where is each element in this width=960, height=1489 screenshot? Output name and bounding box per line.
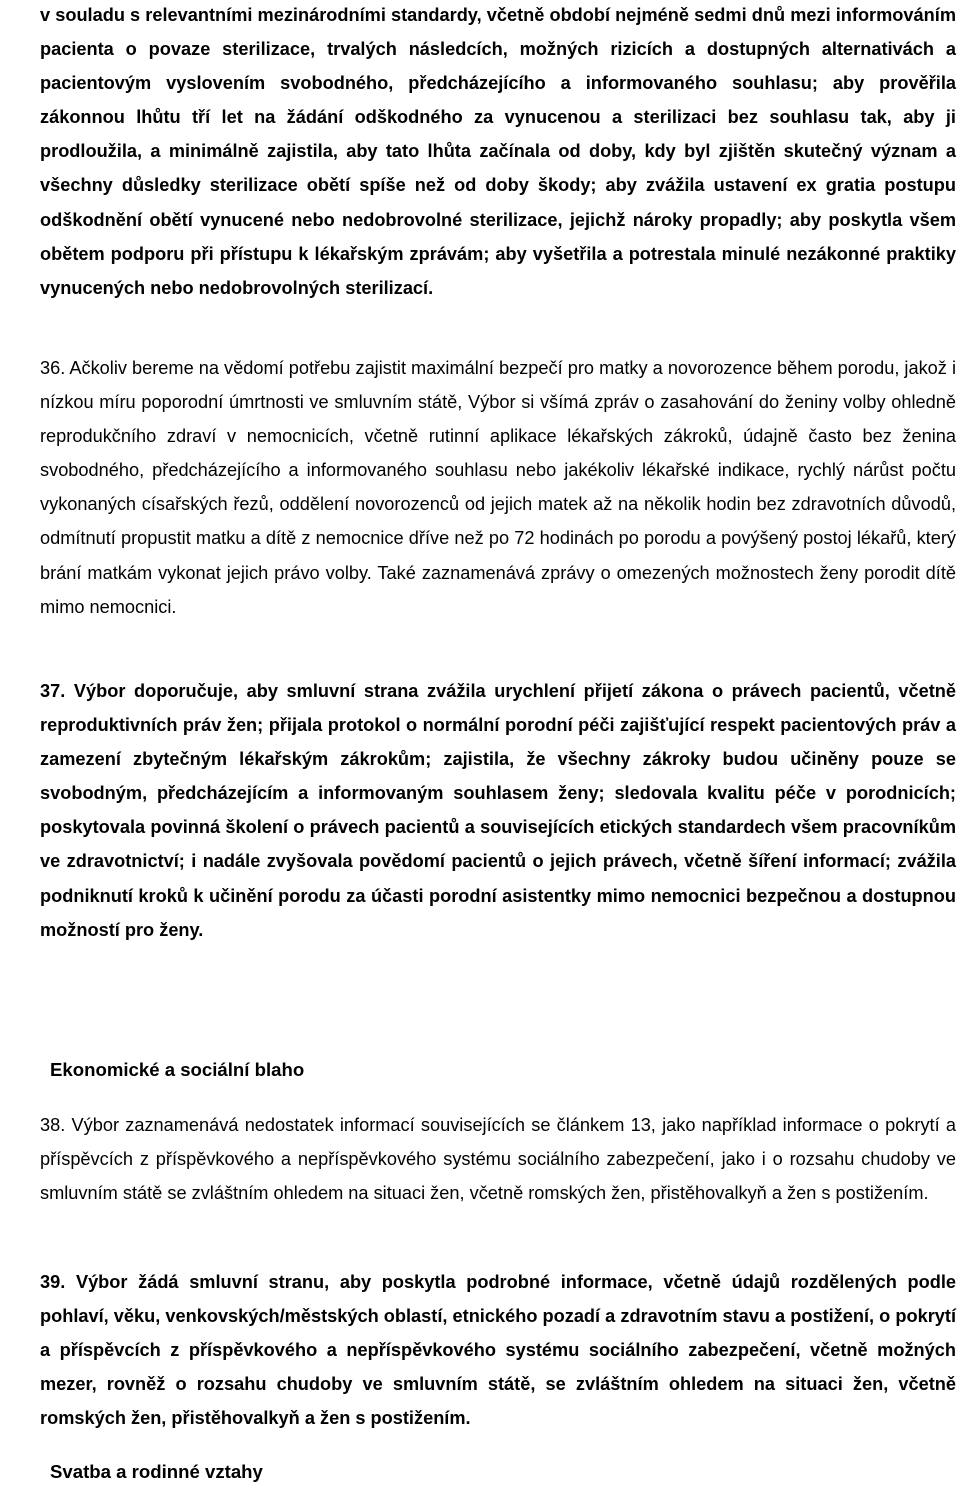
paragraph-number: 39. xyxy=(40,1272,66,1292)
paragraph-36 xyxy=(40,351,956,624)
paragraph-38 xyxy=(40,1108,956,1210)
section-heading-marriage-family: Svatba a rodinné vztahy xyxy=(50,1461,263,1482)
paragraph-number: 37. xyxy=(40,681,66,701)
paragraph-37 xyxy=(40,674,956,947)
paragraph-text: Ačkoliv bereme na vědomí potřebu zajistit maximální bezpečí pro matky a novorozence během porodu, jakož i nízkou míru poporodní úmrtnosti ve smluvním státě, Výbor si všímá zpráv o zasahování do ženiny volby ohledně reprodukčního zdraví v nemocnicích, včetně rutinní aplikace lékařských zákroků, údajně často bez ženina svobodného, předcházejícího a informovaného souhlasu nebo jakékoliv lékařské indikace, rychlý nárůst počtu vykonaných císařských řezů, oddělení novorozenců od jejich matek až na několik hodin bez zdravotních důvodů, odmítnutí propustit matku a dítě z nemocnice dříve než po 72 hodinách po porodu a povýšený postoj lékařů, který brání matkám vykonat jejich právo volby. Také zaznamenává zprávy o omezených možnostech ženy porodit dítě mimo nemocnici. xyxy=(40,358,956,617)
section-heading-economic-social: Ekonomické a sociální blaho xyxy=(50,1059,305,1080)
paragraph-text: Výbor zaznamenává nedostatek informací souvisejících se článkem 13, jako například informace o pokrytí a příspěvcích z příspěvkového a nepříspěvkového systému sociálního zabezpečení, jako i o rozsahu chudoby ve smluvním státě se zvláštním ohledem na situaci žen, včetně romských žen, přistěhovalkyň a žen s postižením. xyxy=(40,1115,956,1204)
paragraph-text: Výbor doporučuje, aby smluvní strana zvážila urychlení přijetí zákona o právech pacientů, včetně reproduktivních práv žen; přijala protokol o normální porodní péči zajišťující respekt pacientových práv a zamezení zbytečným lékařským zákrokům; zajistila, že všechny zákroky budou učiněny pouze se svobodným, předcházejícím a informovaným souhlasem ženy; sledovala kvalitu péče v porodnicích; poskytovala povinná školení o právech pacientů a souvisejících etických standardech všem pracovníkům ve zdravotnictví; i nadále zvyšovala povědomí pacientů o jejich právech, včetně šíření informací; zvážila podniknutí kroků k učinění porodu za účasti porodní asistentky mimo nemocnici bezpečnou a dostupnou možností pro ženy. xyxy=(40,681,956,940)
paragraph-number: 38. xyxy=(40,1115,66,1135)
paragraph-number: 36. xyxy=(40,358,66,378)
paragraph-text: Výbor žádá smluvní stranu, aby poskytla podrobné informace, včetně údajů rozdělených podle pohlaví, věku, venkovských/městských oblastí, etnického pozadí a zdravotním stavu a postižení, o pokrytí a příspěvcích z příspěvkového a nepříspěvkového systému sociálního zabezpečení, včetně možných mezer, rovněž o rozsahu chudoby ve smluvním státě, se zvláštním ohledem na situaci žen, včetně romských žen, přistěhovalkyň a žen s postižením. xyxy=(40,1272,956,1429)
paragraph-39 xyxy=(40,1265,956,1435)
paragraph-continuation: v souladu s relevantními mezinárodními standardy, včetně období nejméně sedmi dnů mezi informováním pacienta o povaze sterilizace, trvalých následcích, možných rizicích a dostupných alternativách a pacientovým vyslovením svobodného, předcházejícího a informovaného souhlasu; aby prověřila zákonnou lhůtu tří let na žádání odškodného za vynucenou a sterilizaci bez souhlasu tak, aby ji prodloužila, a minimálně zajistila, aby tato lhůta začínala od doby, kdy byl zjištěn skutečný význam a všechny důsledky sterilizace obětí spíše než od doby škody; aby zvážila ustavení ex gratia postupu odškodnění obětí vynucené nebo nedobrovolné sterilizace, jejichž nároky propadly; aby poskytla všem obětem podporu při přístupu k lékařským zprávám; aby vyšetřila a potrestala minulé nezákonné praktiky vynucených nebo nedobrovolných sterilizací. xyxy=(40,5,956,298)
